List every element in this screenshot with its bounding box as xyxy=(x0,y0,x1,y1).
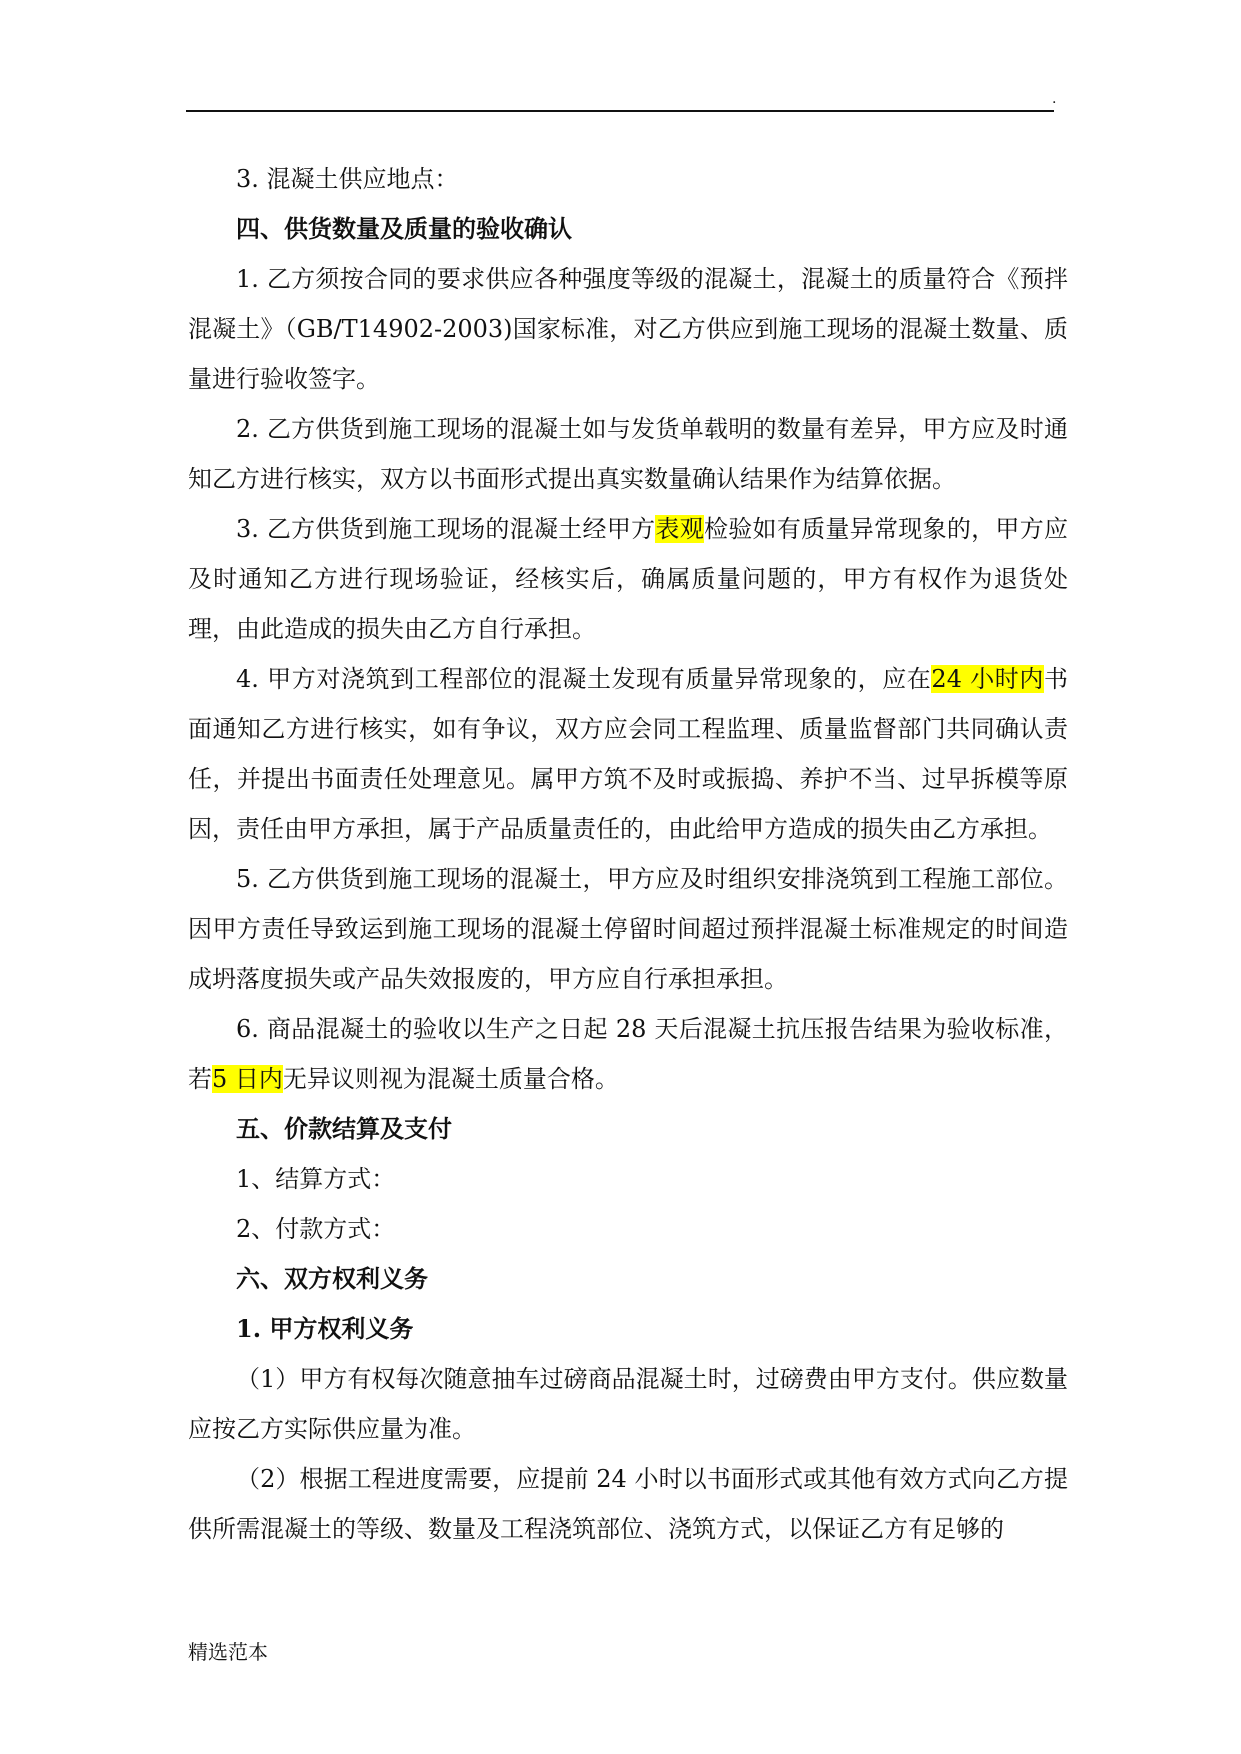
clause-4-4-text-b: 书面通知乙方进行核实，如有争议，双方应会同工程监理、质量监督部门共同确认责任，并提出书面责任处理意见。属甲方筑不及时或振捣、养护不当、过早拆模等原因，责任由甲方承担，属于产品质量责任的，由此给甲方造成的损失由乙方承担。 xyxy=(188,665,1069,843)
payment-method-item: 2、付款方式： xyxy=(236,1215,396,1243)
clause-4-1: 1. 乙方须按合同的要求供应各种强度等级的混凝土，混凝土的质量符合《预拌混凝土》（GB/T14902-2003)国家标准，对乙方供应到施工现场的混凝土数量、质量进行验收签字。 xyxy=(188,265,1068,393)
clause-4-3 xyxy=(188,504,1068,654)
highlight-24-hours: 24 小时内 xyxy=(931,665,1045,693)
clause-4-5: 5. 乙方供货到施工现场的混凝土，甲方应及时组织安排浇筑到工程施工部位。因甲方责任导致运到施工现场的混凝土停留时间超过预拌混凝土标准规定的时间造成坍落度损失或产品失效报废的，甲方应自行承担承担。 xyxy=(188,865,1068,993)
header-rule xyxy=(186,110,1054,112)
header-corner-mark: . xyxy=(1052,91,1057,107)
clause-4-4 xyxy=(188,654,1068,854)
clause-6-1-1: （1）甲方有权每次随意抽车过磅商品混凝土时，过磅费由甲方支付。供应数量应按乙方实际供应量为准。 xyxy=(188,1365,1068,1443)
clause-4-6 xyxy=(188,1004,1068,1104)
highlight-visual-inspection: 表观 xyxy=(655,515,704,543)
supply-location-item: 3. 混凝土供应地点： xyxy=(236,165,459,193)
clause-4-4-text-a: 4. 甲方对浇筑到工程部位的混凝土发现有质量异常现象的，应在 xyxy=(236,665,932,693)
highlight-5-days: 5 日内 xyxy=(212,1065,283,1093)
clause-4-3-text-b: 检验如有质量异常现象的，甲方应及时通知乙方进行现场验证，经核实后，确属质量问题的，甲方有权作为退货处理，由此造成的损失由乙方自行承担。 xyxy=(188,515,1069,643)
clause-4-6-text-b: 无异议则视为混凝土质量合格。 xyxy=(282,1065,619,1093)
footer-label: 精选范本 xyxy=(188,1640,268,1664)
clause-4-2: 2. 乙方供货到施工现场的混凝土如与发货单载明的数量有差异，甲方应及时通知乙方进行核实，双方以书面形式提出真实数量确认结果作为结算依据。 xyxy=(188,415,1068,493)
settlement-method-item: 1、结算方式： xyxy=(236,1165,396,1193)
clause-6-1-2: （2）根据工程进度需要，应提前 24 小时以书面形式或其他有效方式向乙方提供所需混凝土的等级、数量及工程浇筑部位、浇筑方式，以保证乙方有足够的 xyxy=(188,1465,1068,1543)
section-6-1-heading: 1. 甲方权利义务 xyxy=(236,1314,414,1343)
section-5-heading: 五、价款结算及支付 xyxy=(236,1114,452,1143)
section-4-heading: 四、供货数量及质量的验收确认 xyxy=(236,214,572,243)
clause-4-3-text-a: 3. 乙方供货到施工现场的混凝土经甲方 xyxy=(236,515,656,543)
clause-4-6-text-a: 6. 商品混凝土的验收以生产之日起 28 天后混凝土抗压报告结果为验收标准，若 xyxy=(188,1015,1068,1093)
document-body xyxy=(188,154,1068,1554)
section-6-heading: 六、双方权利义务 xyxy=(236,1264,428,1293)
